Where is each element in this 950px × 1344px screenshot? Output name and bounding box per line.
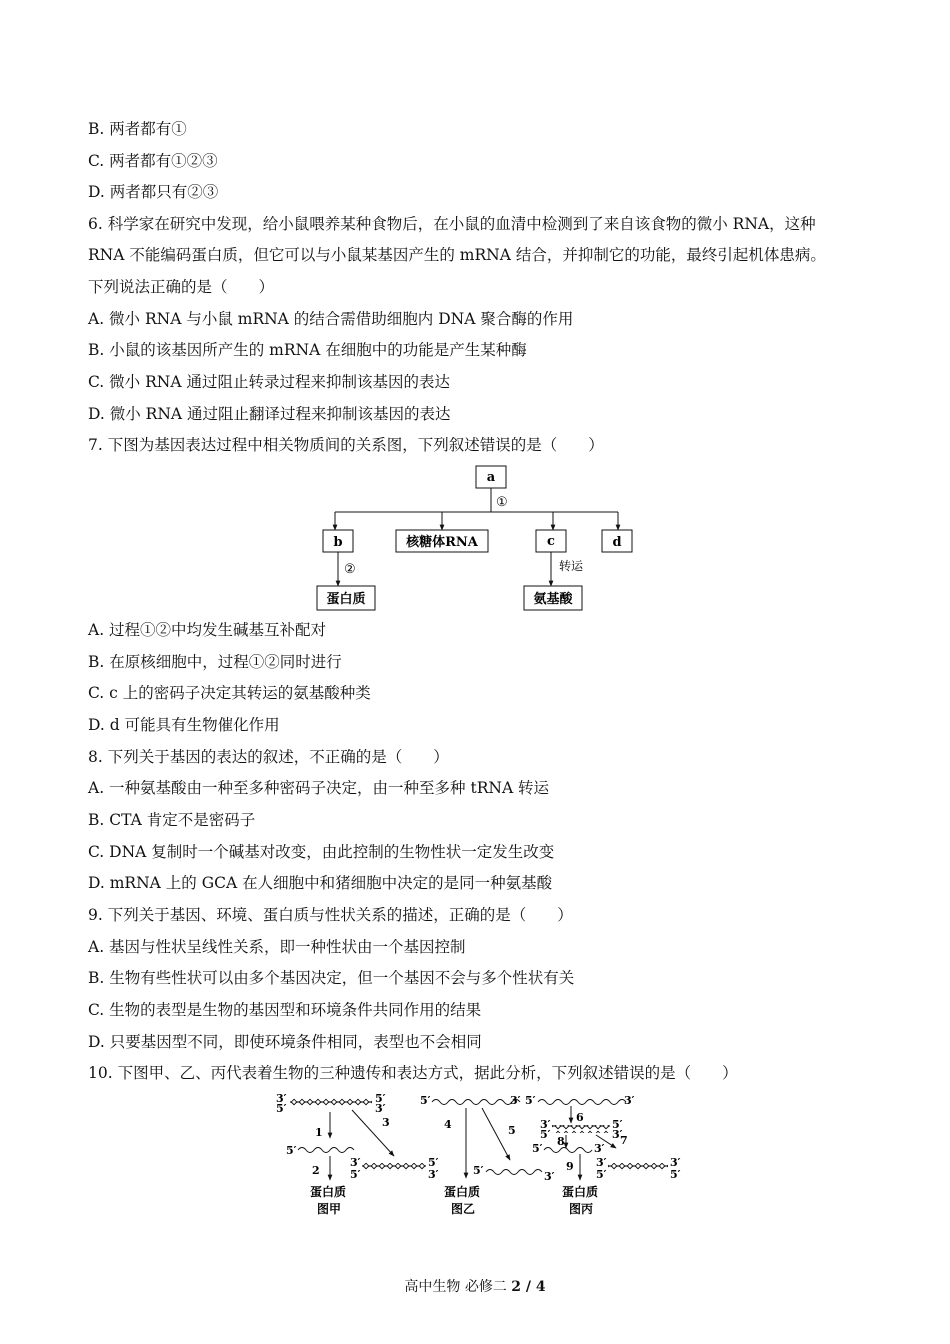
q10-label-1: 1 (315, 1126, 323, 1139)
q10-yi-protein: 蛋白质 (444, 1185, 481, 1199)
q10-jia-copy-left-5: 5′ (350, 1168, 361, 1181)
q7-label-protein: 蛋白质 (326, 592, 366, 607)
q10-diagram (270, 1090, 690, 1220)
q6-option-d: D. 微小 RNA 通过阻止翻译过程来抑制该基因的表达 (88, 405, 451, 423)
page-number: 2 / 4 (511, 1279, 546, 1295)
q6-stem-line-2: RNA 不能编码蛋白质，但它可以与小鼠某基因产生的 mRNA 结合，并抑制它的功能，最终引起机体患病。 (88, 246, 826, 264)
q10-label-2: 2 (312, 1164, 320, 1177)
q7-step-1: ① (496, 495, 508, 510)
q9-option-b: B. 生物有些性状可以由多个基因决定，但一个基因不会与多个性状有关 (88, 969, 575, 987)
q10-bing-dna-right-3: 3′ (670, 1156, 681, 1169)
q10-label-4: 4 (444, 1118, 452, 1131)
q6-option-b: B. 小鼠的该基因所产生的 mRNA 在细胞中的功能是产生某种酶 (88, 341, 527, 359)
q10-jia-mrna-5: 5′ (286, 1144, 297, 1157)
q7-option-b: B. 在原核细胞中，过程①②同时进行 (88, 653, 342, 671)
q10-label-8: 8 (557, 1135, 565, 1148)
q7-label-b: b (333, 535, 343, 550)
q10-bing-dna-right-5: 5′ (670, 1168, 681, 1181)
q10-label-5: 5 (508, 1124, 516, 1137)
page-footer (0, 1276, 950, 1296)
q10-jia-top-left-3: 3′ (276, 1092, 287, 1105)
q8-option-b: B. CTA 肯定不是密码子 (88, 811, 256, 829)
q7-option-c: C. c 上的密码子决定其转运的氨基酸种类 (88, 684, 371, 702)
q7-option-d: D. d 可能具有生物催化作用 (88, 716, 280, 734)
q10-fig-bing: 图丙 (569, 1202, 594, 1216)
q10-jia-top-right-3: 3′ (375, 1102, 386, 1115)
q8-option-c: C. DNA 复制时一个碱基对改变，由此控制的生物性状一定发生改变 (88, 843, 555, 861)
q10-fig-yi: 图乙 (451, 1202, 476, 1216)
q10-label-3: 3 (382, 1116, 390, 1129)
q10-jia-copy-right-5: 5′ (428, 1156, 439, 1169)
q10-bing-mid-right-3: 3′ (612, 1128, 623, 1141)
q10-jia-top-left-5: 5′ (276, 1102, 287, 1115)
q10-yi-top-3: 3′ (510, 1094, 521, 1107)
q10-bing-protein: 蛋白质 (562, 1185, 599, 1199)
q6-option-a: A. 微小 RNA 与小鼠 mRNA 的结合需借助细胞内 DNA 聚合酶的作用 (88, 310, 574, 328)
q6-option-c: C. 微小 RNA 通过阻止转录过程来抑制该基因的表达 (88, 373, 450, 391)
q10-bing-rna-3: 3′ (594, 1142, 605, 1155)
q9-option-a: A. 基因与性状呈线性关系，即一种性状由一个基因控制 (88, 938, 466, 956)
q10-yi-bottom-3: 3′ (544, 1170, 555, 1183)
q7-step-2: ② (344, 562, 356, 577)
q7-label-rrna: 核糖体RNA (406, 535, 478, 550)
q10-jia-protein: 蛋白质 (310, 1185, 347, 1199)
q10-fig-jia: 图甲 (317, 1202, 342, 1216)
q10-bing-dna-left-5: 5′ (596, 1168, 607, 1181)
q10-label-6: 6 (576, 1111, 584, 1124)
q9-stem: 9. 下列关于基因、环境、蛋白质与性状关系的描述，正确的是（ ） (88, 906, 573, 924)
q10-label-7: 7 (620, 1134, 628, 1147)
q7-diagram (300, 462, 650, 614)
q9-option-c: C. 生物的表型是生物的基因型和环境条件共同作用的结果 (88, 1001, 482, 1019)
q8-option-a: A. 一种氨基酸由一种至多种密码子决定，由一种至多种 tRNA 转运 (88, 779, 550, 797)
q5-option-d: D. 两者都只有②③ (88, 183, 219, 201)
q7-option-a: A. 过程①②中均发生碱基互补配对 (88, 621, 327, 639)
q10-bing-mid-left-5: 5′ (540, 1128, 551, 1141)
q10-bing-top-3: 3′ (624, 1094, 635, 1107)
q10-jia-copy-right-3: 3′ (428, 1168, 439, 1181)
q7-stem: 7. 下图为基因表达过程中相关物质间的关系图，下列叙述错误的是（ ） (88, 436, 604, 454)
q10-bing-mid-left-3: 3′ (540, 1118, 551, 1131)
footer-text: 高中生物 必修二 (404, 1279, 512, 1295)
q10-jia-top-right-5: 5′ (375, 1092, 386, 1105)
q6-stem-line-1: 6. 科学家在研究中发现，给小鼠喂养某种食物后，在小鼠的血清中检测到了来自该食物的微小 RNA，这种 (88, 215, 816, 233)
q9-option-d: D. 只要基因型不同，即使环境条件相同，表型也不会相同 (88, 1033, 482, 1051)
q7-label-c: c (547, 534, 555, 549)
q10-jia-copy-left-3: 3′ (350, 1156, 361, 1169)
q10-bing-top-5: 5′ (525, 1094, 536, 1107)
q5-option-b: B. 两者都有① (88, 120, 187, 138)
q10-bing-dna-left-3: 3′ (596, 1156, 607, 1169)
q7-label-amino: 氨基酸 (533, 592, 573, 607)
q10-yi-top-5: 5′ (420, 1094, 431, 1107)
q7-label-a: a (486, 470, 496, 485)
q5-option-c: C. 两者都有①②③ (88, 152, 218, 170)
q10-label-9: 9 (566, 1160, 574, 1173)
q10-bing-mid-right-5: 5′ (612, 1118, 623, 1131)
q6-stem-line-3: 下列说法正确的是（ ） (88, 278, 275, 296)
q10-bing-rna-5: 5′ (532, 1142, 543, 1155)
q7-label-d: d (612, 535, 622, 550)
q8-option-d: D. mRNA 上的 GCA 在人细胞中和猪细胞中决定的是同一种氨基酸 (88, 874, 553, 892)
q7-transport-label: 转运 (559, 559, 584, 573)
q10-yi-bottom-5: 5′ (473, 1164, 484, 1177)
q10-stem: 10. 下图甲、乙、丙代表着生物的三种遗传和表达方式，据此分析，下列叙述错误的是（ ） (88, 1064, 738, 1082)
q8-stem: 8. 下列关于基因的表达的叙述，不正确的是（ ） (88, 748, 449, 766)
